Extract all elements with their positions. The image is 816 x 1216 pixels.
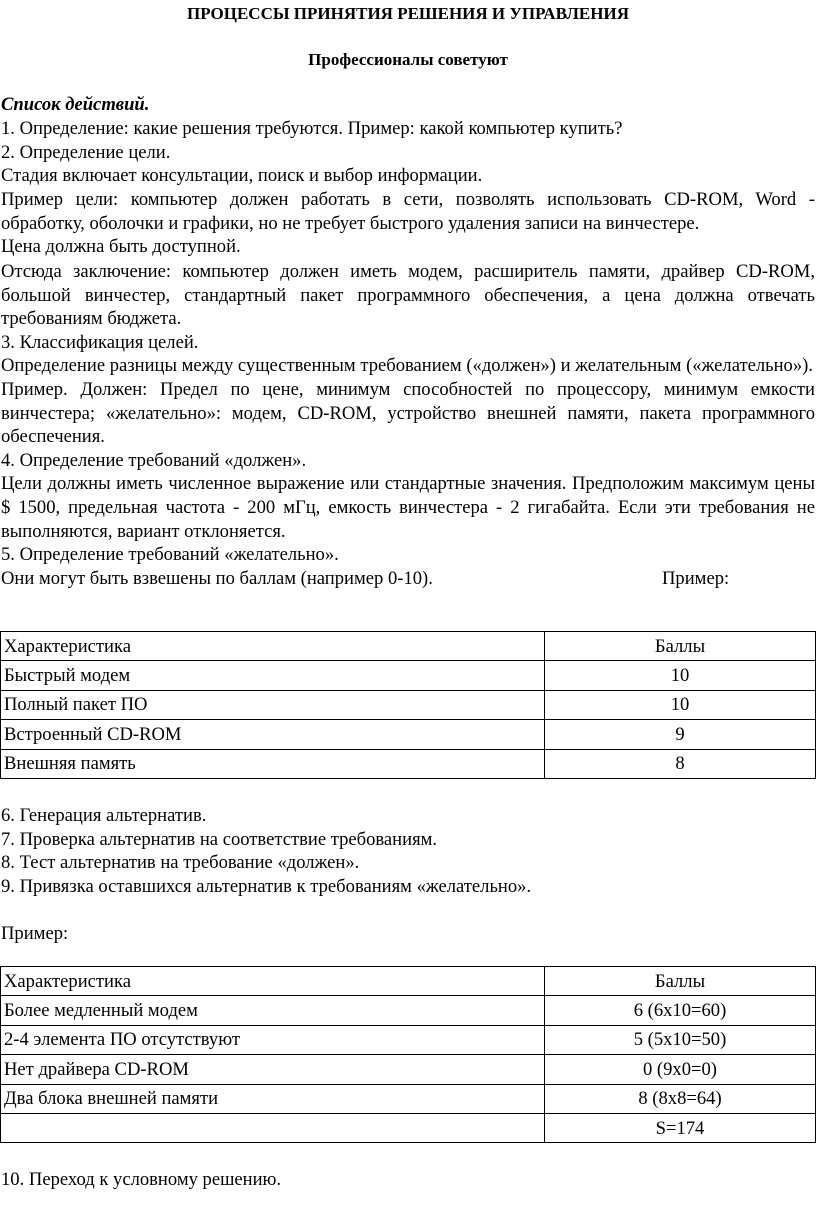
document-title: ПРОЦЕССЫ ПРИНЯТИЯ РЕШЕНИЯ И УПРАВЛЕНИЯ	[187, 4, 629, 23]
stage-description: Стадия включает консультации, поиск и выбор информации.	[1, 165, 483, 187]
item-5: 5. Определение требований «желательно».	[1, 544, 339, 566]
item-6: 6. Генерация альтернатив.	[1, 805, 207, 826]
score-cell: 8	[545, 749, 816, 778]
example-label-2: Пример:	[1, 923, 69, 944]
score-cell: 9	[545, 720, 816, 749]
score-cell: 8 (8х8=64)	[545, 1084, 816, 1113]
item-1: 1. Определение: какие решения требуются. Пример: какой компьютер купить?	[1, 118, 623, 139]
table-header-row	[1, 967, 816, 996]
item-10: 10. Переход к условному решению.	[1, 1169, 282, 1190]
table-row	[1, 661, 816, 690]
characteristic-cell: Внешняя память	[1, 749, 545, 778]
steps-6-9	[1, 804, 815, 898]
score-cell: 10	[545, 690, 816, 719]
table-total-row	[1, 1113, 816, 1142]
action-list-heading: Список действий.	[1, 94, 150, 115]
table-row	[1, 996, 816, 1025]
desirable-scores-table	[0, 631, 816, 779]
goal-example-text: Пример цели: компьютер должен работать в сети, позволять использовать CD-ROM, Word - обработку, оболочки и графики, но не требует быстрого удаления записи на винчестере.	[1, 189, 815, 234]
numeric-text: Цели должны иметь численное выражение или стандартные значения. Предположим максимум цены $ 1500, предельная частота - 200 мГц, емкость винчестера - 2 гигабайта. Если эти требования не выполняются, вариант отклоняется.	[1, 473, 815, 542]
characteristic-cell: Характеристика	[1, 632, 545, 661]
characteristic-cell: Более медленный модем	[1, 996, 545, 1025]
alternative-scores-table	[0, 966, 816, 1143]
weights-text: Они могут быть взвешены по баллам (например 0-10).	[1, 567, 433, 589]
table-row	[1, 749, 816, 778]
item-9: 9. Привязка оставшихся альтернатив к требованиям «желательно».	[1, 875, 532, 897]
table-row	[1, 720, 816, 749]
item-3: 3. Классификация целей.	[1, 331, 199, 353]
characteristic-cell: Полный пакет ПО	[1, 690, 545, 719]
item-4: 4. Определение требований «должен».	[1, 449, 307, 471]
score-cell: Баллы	[545, 967, 816, 996]
must-example-text: Пример. Должен: Предел по цене, минимум способностей по процессору, минимум емкости винчестера; «желательно»: модем, CD-ROM, устройство внешней памяти, пакета программного обеспечения.	[1, 378, 815, 448]
characteristic-cell: 2-4 элемента ПО отсутствуют	[1, 1025, 545, 1054]
score-cell: S=174	[545, 1113, 816, 1142]
difference-text: Определение разницы между существенным требованием («должен») и желательным («желательно»).	[1, 355, 813, 377]
weights-line	[1, 567, 815, 591]
score-cell: 10	[545, 661, 816, 690]
table-row	[1, 1084, 816, 1113]
characteristic-cell: Два блока внешней памяти	[1, 1084, 545, 1113]
score-cell: 6 (6х10=60)	[545, 996, 816, 1025]
characteristic-cell: Характеристика	[1, 967, 545, 996]
characteristic-cell	[1, 1113, 545, 1142]
characteristic-cell: Нет драйвера CD-ROM	[1, 1055, 545, 1084]
table-row	[1, 1025, 816, 1054]
conclusion-text: Отсюда заключение: компьютер должен иметь модем, расширитель памяти, драйвер CD-ROM, большой винчестер, стандартный пакет программного обеспечения, а цена должна отвечать требованиям бюджета.	[1, 261, 815, 330]
item-8: 8. Тест альтернатив на требование «должен».	[1, 852, 360, 874]
conclusion-paragraph	[1, 260, 815, 590]
item-2: 2. Определение цели.	[1, 141, 171, 163]
score-cell: Баллы	[545, 632, 816, 661]
characteristic-cell: Встроенный CD-ROM	[1, 720, 545, 749]
table-row	[1, 1055, 816, 1084]
table-header-row	[1, 632, 816, 661]
table-row	[1, 690, 816, 719]
document-subtitle: Профессионалы советуют	[308, 50, 508, 69]
characteristic-cell: Быстрый модем	[1, 661, 545, 690]
example-label-1: Пример:	[662, 567, 730, 589]
item-7: 7. Проверка альтернатив на соответствие требованиям.	[1, 828, 438, 850]
score-cell: 0 (9х0=0)	[545, 1055, 816, 1084]
price-line: Цена должна быть доступной.	[1, 236, 241, 258]
goal-example-paragraph	[1, 188, 815, 259]
score-cell: 5 (5х10=50)	[545, 1025, 816, 1054]
intro-block	[1, 117, 815, 188]
